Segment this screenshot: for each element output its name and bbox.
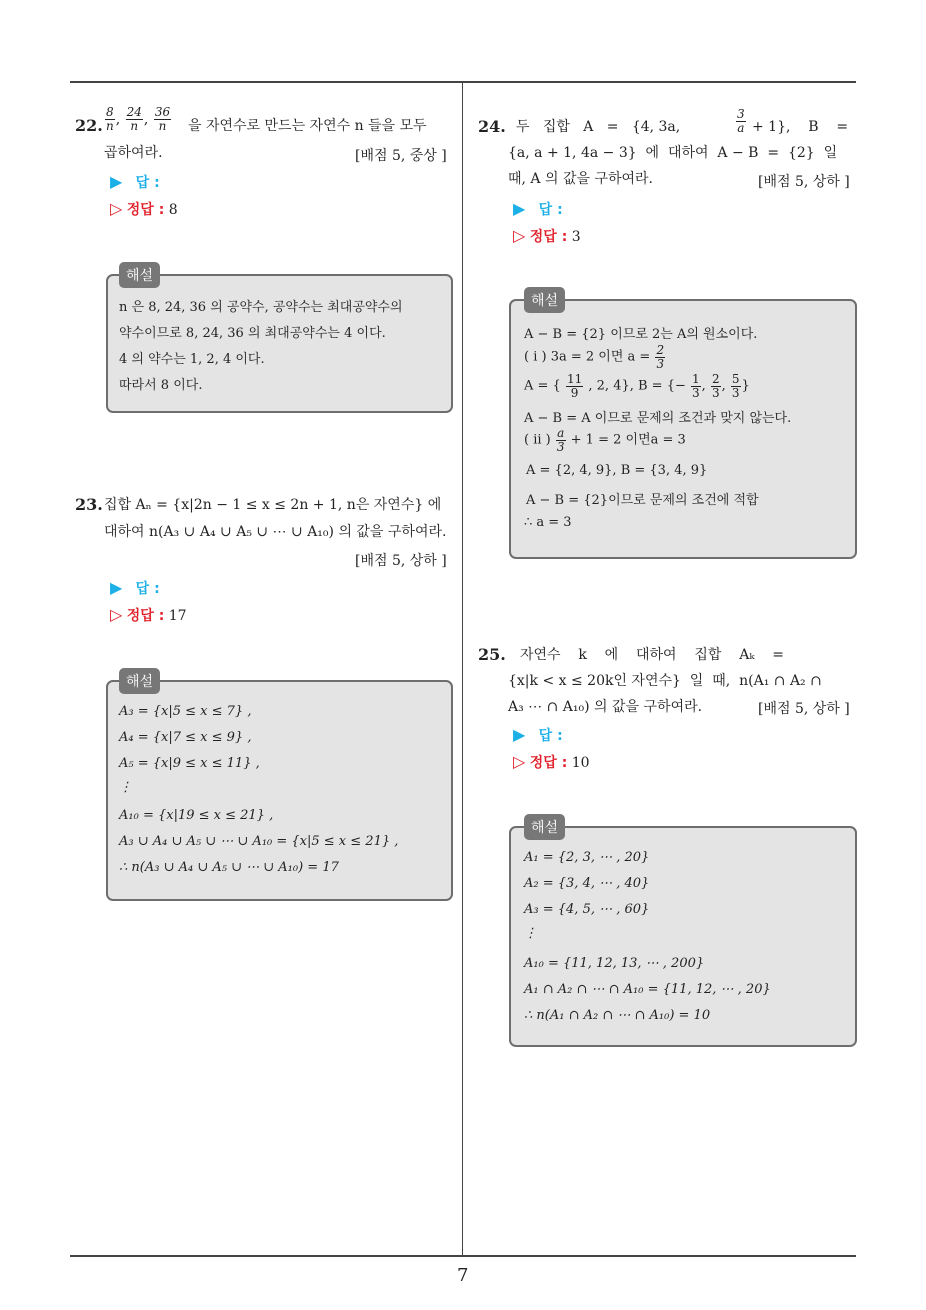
solution-line: 4 의 약수는 1, 2, 4 이다.: [119, 352, 265, 367]
correct-answer-row: [110, 605, 187, 625]
solution-tag: 해설: [119, 262, 160, 288]
fraction-2-3: $\frac{2}{3}$: [656, 343, 665, 371]
fraction-3-a: $\frac{3}{a}$: [737, 107, 745, 135]
question-text: A₃ ⋯ ∩ A₁₀) 의 값을 구하여라.: [508, 699, 703, 715]
solution-line: 약수이므로 8, 24, 36 의 최대공약수는 4 이다.: [119, 326, 386, 341]
correct-answer-label: 정답 :: [529, 755, 568, 771]
correct-answer-label: 정답 :: [529, 229, 568, 245]
solution-line: A₅ = {x|9 ≤ x ≤ 11} ,: [119, 756, 260, 771]
solution-line: 따라서 8 이다.: [119, 378, 203, 393]
question-text: 자연수 k 에 대하여 집합 Aₖ =: [520, 647, 784, 663]
correct-answer-value: 3: [571, 229, 581, 245]
solution-line: A₂ = {3, 4, ⋯ , 40}: [524, 876, 650, 891]
solution-line: A₁ = {2, 3, ⋯ , 20}: [524, 850, 650, 865]
solution-line: n 은 8, 24, 36 의 공약수, 공약수는 최대공약수의: [119, 300, 403, 315]
question-number: 23.: [75, 495, 103, 514]
solution-line: [524, 427, 686, 454]
bottom-rule: [70, 1255, 856, 1257]
play-icon: ▶: [513, 199, 526, 218]
question-text: {x|k < x ≤ 20k인 자연수} 일 때, n(A₁ ∩ A₂ ∩: [508, 673, 822, 689]
triangle-outline-icon: ▷: [513, 752, 526, 771]
correct-answer-value: 17: [168, 608, 187, 624]
correct-answer-row: [513, 226, 581, 246]
question-meta: [배점 5, 상하 ]: [758, 701, 850, 717]
solution-line: A = { $\frac{11}{9}$ , 2, 4}, B = {− $\frac{1}{3}$ , $\frac{2}{3}$ , $\frac{5}{3}$ }: [524, 372, 750, 400]
question-meta: [배점 5, 상하 ]: [355, 553, 447, 569]
top-rule: [70, 81, 856, 83]
question-meta: [배점 5, 상하 ]: [758, 174, 850, 190]
solution-line: ⋮: [119, 780, 132, 795]
solution-tag: 해설: [524, 287, 565, 313]
solution-text: ( i ) 3a = 2 이면 a =: [524, 349, 651, 365]
solution-line: A₃ ∪ A₄ ∪ A₅ ∪ ⋯ ∪ A₁₀ = {x|5 ≤ x ≤ 21} ,: [119, 834, 399, 849]
page-number: 7: [457, 1265, 469, 1286]
answer-label: 답 :: [135, 175, 160, 191]
correct-answer-value: 10: [571, 755, 590, 771]
question-text: 때, A 의 값을 구하여라.: [508, 171, 654, 187]
solution-line: A − B = {2} 이므로 2는 A의 원소이다.: [524, 327, 758, 342]
fraction-1-3: $\frac{1}{3}$: [692, 372, 700, 400]
question-number: 24.: [478, 117, 506, 136]
solution-box: [106, 680, 453, 901]
correct-answer-row: [513, 752, 590, 772]
solution-box: [509, 299, 857, 559]
solution-text: A = {: [524, 378, 561, 394]
correct-answer-row: [110, 199, 178, 219]
question-text: 을 자연수로 만드는 자연수 n 들을 모두: [188, 118, 427, 134]
fraction-24-n: $\frac{24}{n}$: [126, 105, 142, 133]
fraction-a-3: $\frac{a}{3}$: [556, 426, 565, 454]
solution-line: A₁₀ = {x|19 ≤ x ≤ 21} ,: [119, 808, 274, 823]
question-number: 22.: [75, 116, 103, 135]
fraction-11-9: $\frac{11}{9}$: [566, 372, 583, 400]
answer-label: 답 :: [135, 581, 160, 597]
column-divider: [462, 81, 463, 1257]
solution-line: A = {2, 4, 9}, B = {3, 4, 9}: [526, 463, 708, 478]
question-meta: [배점 5, 중상 ]: [355, 148, 447, 164]
solution-line: A₄ = {x|7 ≤ x ≤ 9} ,: [119, 730, 252, 745]
question-text: 곱하여라.: [104, 145, 163, 161]
answer-label: 답 :: [538, 202, 563, 218]
triangle-outline-icon: ▷: [110, 605, 123, 624]
question-text: 대하여 n(A₃ ∪ A₄ ∪ A₅ ∪ ⋯ ∪ A₁₀) 의 값을 구하여라.: [104, 524, 447, 540]
solution-tag: 해설: [119, 668, 160, 694]
solution-line: A − B = A 이므로 문제의 조건과 맞지 않는다.: [524, 411, 792, 426]
question-number: 25.: [478, 645, 506, 664]
solution-line: A₁₀ = {11, 12, 13, ⋯ , 200}: [524, 956, 705, 971]
solution-tag: 해설: [524, 814, 565, 840]
question-text: + 1}, B =: [752, 119, 849, 135]
triangle-outline-icon: ▷: [513, 226, 526, 245]
correct-answer-label: 정답 :: [126, 202, 165, 218]
answer-row: [110, 578, 160, 598]
solution-line: ∴ n(A₃ ∪ A₄ ∪ A₅ ∪ ⋯ ∪ A₁₀) = 17: [119, 860, 339, 875]
solution-box: [509, 826, 857, 1047]
answer-row: [513, 199, 563, 219]
question-text: {a, a + 1, 4a − 3} 에 대하여 A − B = {2} 일: [508, 145, 838, 161]
play-icon: ▶: [110, 578, 123, 597]
solution-box: [106, 274, 453, 413]
solution-line: [524, 344, 666, 371]
question-text: 집합 Aₙ = {x|2n − 1 ≤ x ≤ 2n + 1, n은 자연수} 에: [104, 497, 442, 513]
play-icon: ▶: [513, 725, 526, 744]
answer-row: [110, 172, 160, 192]
correct-answer-label: 정답 :: [126, 608, 165, 624]
solution-line: ∴ n(A₁ ∩ A₂ ∩ ⋯ ∩ A₁₀) = 10: [524, 1008, 711, 1023]
question-text: 두 집합 A = {4, 3a,: [516, 119, 681, 135]
triangle-outline-icon: ▷: [110, 199, 123, 218]
solution-text: , 2, 4}, B = {−: [588, 378, 686, 394]
solution-text: ( ii ): [524, 432, 551, 448]
solution-line: A₁ ∩ A₂ ∩ ⋯ ∩ A₁₀ = {11, 12, ⋯ , 20}: [524, 982, 771, 997]
question-fractions: $\frac{8}{n}$ , $\frac{24}{n}$ , $\frac{36}{n}$: [106, 105, 171, 133]
fraction-5-3: $\frac{5}{3}$: [731, 372, 740, 400]
answer-label: 답 :: [538, 728, 563, 744]
answer-row: [513, 725, 563, 745]
fraction-36-n: $\frac{36}{n}$: [154, 105, 171, 133]
fraction-8-n: $\frac{8}{n}$: [106, 105, 114, 133]
solution-text: + 1 = 2 이면a = 3: [570, 432, 686, 448]
solution-line: A₃ = {x|5 ≤ x ≤ 7} ,: [119, 704, 252, 719]
solution-line: A − B = {2}이므로 문제의 조건에 적합: [526, 493, 759, 508]
correct-answer-value: 8: [168, 202, 178, 218]
solution-line: ∴ a = 3: [524, 515, 572, 530]
solution-line: ⋮: [524, 926, 537, 941]
solution-line: A₃ = {4, 5, ⋯ , 60}: [524, 902, 650, 917]
play-icon: ▶: [110, 172, 123, 191]
fraction-2-3: $\frac{2}{3}$: [711, 372, 720, 400]
